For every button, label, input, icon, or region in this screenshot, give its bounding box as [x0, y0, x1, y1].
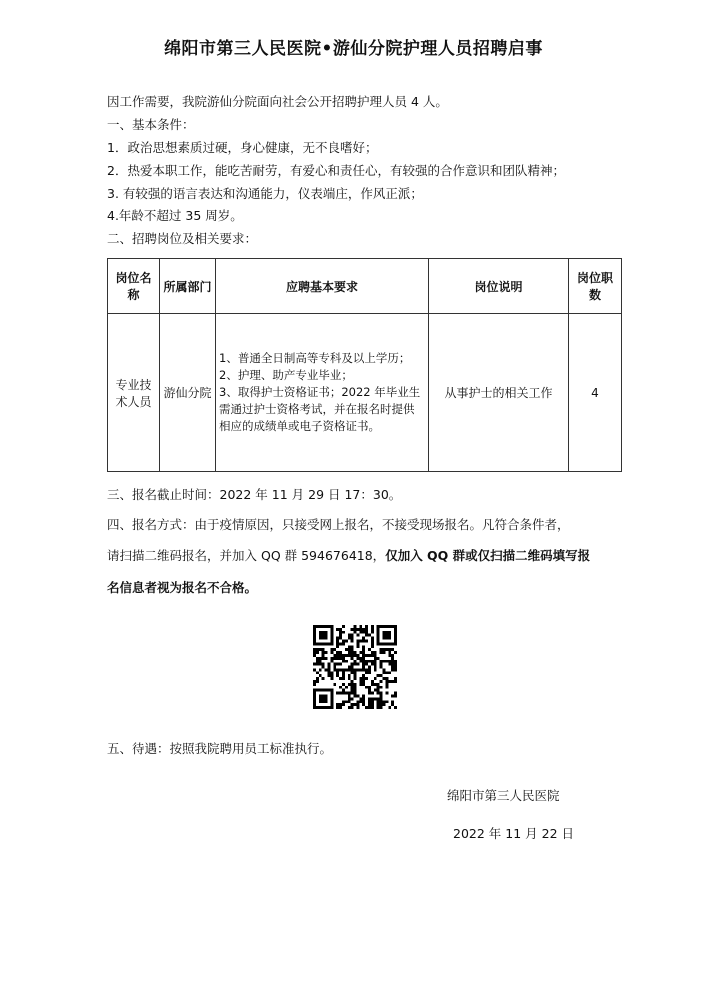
section4-line1: 四、报名方式：由于疫情原因，只接受网上报名，不接受现场报名。凡符合条件者，	[107, 517, 570, 532]
table-header-cell: 岗位说明	[429, 259, 569, 314]
table-header-cell: 岗位名称	[108, 259, 160, 314]
count-cell: 4	[569, 314, 622, 472]
signature-org: 绵阳市第三人民医院	[447, 788, 560, 803]
page-title: 绵阳市第三人民医院•游仙分院护理人员招聘启事	[164, 39, 543, 59]
requirement-item: 3、取得护士资格证书；2022 年毕业生需通过护士资格考试，并在报名时提供相应的成绩单或电子资格证书。	[219, 385, 421, 433]
section2-heading: 二、招聘岗位及相关要求：	[107, 231, 258, 246]
table-row	[108, 314, 622, 472]
requirement-item: 2、护理、助产专业毕业；	[219, 368, 353, 382]
requirements-cell	[216, 314, 429, 472]
condition-item-3: 3. 有较强的语言表达和沟通能力，仪表端庄，作风正派；	[107, 186, 423, 201]
qr-code-icon[interactable]	[313, 625, 397, 709]
section4-line2-prefix: 请扫描二维码报名，并加入 QQ 群 594676418，	[107, 548, 386, 563]
table-header-cell: 应聘基本要求	[216, 259, 429, 314]
section4-line2-bold: 仅加入 QQ 群或仅扫描二维码填写报	[385, 548, 591, 563]
condition-item-1: 1．政治思想素质过硬，身心健康，无不良嗜好；	[107, 140, 378, 155]
condition-item-2: 2．热爱本职工作，能吃苦耐劳，有爱心和责任心，有较强的合作意识和团队精神；	[107, 163, 565, 178]
table-header-cell: 岗位职数	[569, 259, 622, 314]
section4-line3: 名信息者视为报名不合格。	[107, 580, 258, 595]
section1-heading: 一、基本条件：	[107, 117, 195, 132]
table-header-cell: 所属部门	[160, 259, 216, 314]
section4-line2	[107, 546, 590, 564]
position-cell: 专业技术人员	[108, 314, 160, 472]
section5-benefits: 五、待遇：按照我院聘用员工标准执行。	[107, 741, 333, 756]
condition-item-4: 4.年龄不超过 35 周岁。	[107, 208, 243, 223]
requirement-item: 1、普通全日制高等专科及以上学历；	[219, 351, 411, 365]
description-cell: 从事护士的相关工作	[429, 314, 569, 472]
table-header-row	[108, 259, 622, 314]
department-cell: 游仙分院	[160, 314, 216, 472]
signature-date: 2022 年 11 月 22 日	[453, 826, 574, 841]
recruitment-table	[107, 258, 622, 472]
section3-deadline: 三、报名截止时间：2022 年 11 月 29 日 17：30。	[107, 487, 402, 502]
intro-text: 因工作需要，我院游仙分院面向社会公开招聘护理人员 4 人。	[107, 94, 448, 109]
